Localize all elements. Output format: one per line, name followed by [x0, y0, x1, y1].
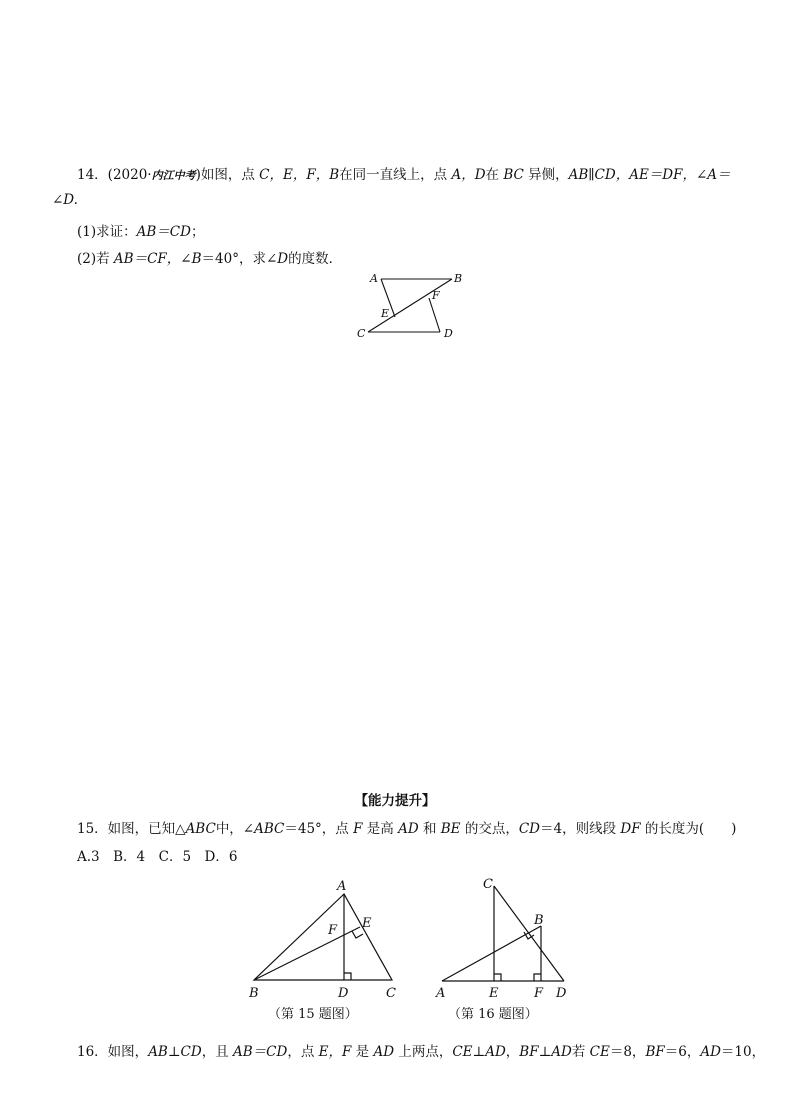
q15-triangle: ABC: [185, 821, 216, 837]
q14-points-ad: A，D: [451, 167, 486, 183]
q16-ab-eq-cd: AB＝CD: [233, 1044, 288, 1060]
q16-label-a: A: [436, 986, 446, 1001]
q14-text: 异侧，: [523, 167, 569, 183]
q14-part1-equation: AB＝CD: [136, 224, 191, 240]
q15-label-c: C: [386, 986, 396, 1001]
q15-options: A.3 B．4 C．5 D．6: [77, 849, 238, 865]
q16-text: ，: [505, 1044, 520, 1060]
q16-points-ef: E，F: [318, 1044, 352, 1060]
q15-stem: [77, 817, 736, 837]
q15-text: 中，∠: [215, 821, 255, 837]
q14-label-c: C: [357, 327, 366, 340]
q16-segment-ce: CE: [589, 1044, 610, 1060]
q15-segment-cd: CD: [518, 821, 540, 837]
q14-label-a: A: [370, 272, 378, 285]
q14-part1: [77, 220, 204, 240]
section-heading: 【能力提升】: [354, 793, 436, 809]
q14-part2: [77, 247, 342, 267]
q16-segment-ad: AD: [373, 1044, 395, 1060]
q15-figure: [240, 872, 415, 1024]
q15-label-e: E: [362, 916, 372, 931]
q14-part2-angle-value: ＝40°，求: [201, 251, 266, 267]
q14-number: 14．(: [77, 167, 113, 183]
q14-source: 内江中考: [151, 169, 196, 182]
q15-triangle-abc: [254, 894, 392, 980]
q15-caption: （第 15 题图）: [268, 1007, 358, 1022]
q14-year: 2020·: [112, 167, 152, 183]
q15-label-d: D: [338, 986, 349, 1001]
q15-label-a: A: [337, 879, 347, 894]
q16-figure: [428, 870, 588, 1024]
q16-segment-ab: [442, 926, 541, 981]
q14-part1-end: ；: [190, 224, 205, 240]
q15-text: 15．如图，已知△: [77, 821, 186, 837]
q14-segment-cb: [368, 279, 452, 332]
q14-part2-angle: ∠D: [265, 251, 289, 267]
q14-text: 在: [485, 167, 504, 183]
q15-label-f: F: [328, 923, 338, 938]
q14-text: )如图，点: [195, 167, 260, 183]
q15-text: ＝4，则线段: [539, 821, 621, 837]
q16-text: 是: [351, 1044, 374, 1060]
q14-label-b: B: [454, 272, 463, 285]
q15-right-angle-d: [344, 973, 351, 980]
q14-part2-condition: AB＝CF，∠B: [113, 251, 202, 267]
q16-text: ＝10，: [720, 1044, 766, 1060]
q14-stem-line2: ∠D.: [52, 192, 78, 208]
q16-text: 16．如图，: [77, 1044, 149, 1060]
q15-angle: ABC: [254, 821, 285, 837]
q16-segment-bf: BF: [645, 1044, 665, 1060]
q16-label-d: D: [556, 986, 567, 1001]
q14-segment-fd: [429, 298, 440, 332]
q16-label-f: F: [534, 986, 544, 1001]
q15-segment-df: DF: [620, 821, 641, 837]
q16-segment-cd: [494, 886, 564, 981]
q14-text: 在同一直线上，点: [339, 167, 452, 183]
q14-label-e: E: [381, 307, 390, 320]
q14-part1-label: (1)求证：: [77, 224, 137, 240]
q15-segment-ad: AD: [398, 821, 419, 837]
q16-text: ＝6，: [664, 1044, 701, 1060]
q16-text: ＝8，: [609, 1044, 646, 1060]
q16-caption: （第 16 题图）: [448, 1007, 538, 1022]
q15-text: 是高: [362, 821, 399, 837]
q15-right-angle-e: [352, 931, 363, 938]
q14-conditions: AB∥CD，AE＝DF，∠A＝: [568, 167, 731, 183]
q16-ab-perp-cd: AB⊥CD: [148, 1044, 202, 1060]
q14-segment-bc: BC: [503, 167, 524, 183]
q14-figure: [350, 268, 470, 346]
q15-segment-be: BE: [440, 821, 461, 837]
q16-right-angle-f: [534, 974, 541, 981]
q16-segment-ad-value: AD: [700, 1044, 721, 1060]
q14-stem-line1: [77, 163, 731, 183]
q16-ce-perp-ad: CE⊥AD: [452, 1044, 506, 1060]
q16-right-angle-e: [494, 974, 501, 981]
q14-part2-end: 的度数．: [288, 251, 343, 267]
q14-points-cefb: C，E，F，B: [259, 167, 340, 183]
q16-text: 若: [571, 1044, 590, 1060]
q15-label-b: B: [249, 986, 259, 1001]
q15-text: 和: [418, 821, 441, 837]
q16-text: ，点: [287, 1044, 319, 1060]
q15-point-f: F: [353, 821, 363, 837]
q14-label-d: D: [444, 327, 453, 340]
q16-text: 上两点，: [394, 1044, 453, 1060]
q15-answer-blank: 的长度为( ): [640, 821, 737, 837]
q16-text: ，且: [201, 1044, 234, 1060]
q16-label-c: C: [483, 877, 493, 892]
q16-bf-perp-ad: BF⊥AD: [519, 1044, 572, 1060]
q15-text: ＝45°，点: [284, 821, 354, 837]
q14-part2-label: (2)若: [77, 251, 114, 267]
q14-label-f: F: [432, 289, 440, 302]
q16-label-b: B: [534, 913, 544, 928]
q16-label-e: E: [489, 986, 499, 1001]
q15-text: 的交点，: [460, 821, 519, 837]
q16-stem: [77, 1040, 765, 1060]
